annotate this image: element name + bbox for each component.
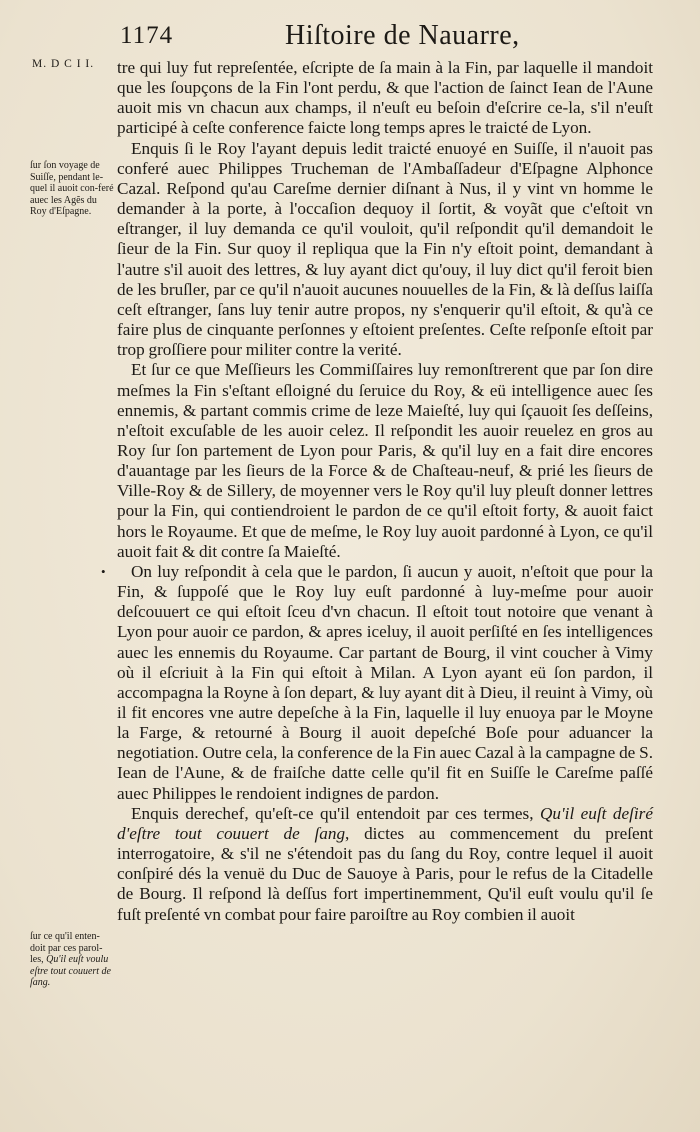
page-header [0, 20, 700, 60]
paragraph: tre qui luy fut repreſentée, eſcripte de ſa main à la Fin, par laquelle il mandoit que les ſoupçons de la Fin l'ont perdu, & que l'action de ſainct Iean de l'Aune auoit mis vn chacun aux champs, il n'euſt eu beſoin d'eſcrire ce-la, s'il n'euſt participé à ceſte conference faicte long temps apres le traicté de Lyon. [117, 58, 653, 138]
margin-note [30, 160, 114, 218]
margin-note-italic: Qu'il euſt voulu eſtre tout couuert de ſang. [30, 954, 111, 988]
margin-note-text: ſur ſon voyage de Suiſſe, pendant le-quel il auoit con-feré auec les Agẽs du Roy d'Eſpagne. [30, 160, 114, 217]
paragraph: • On luy reſpondit à cela que le pardon, ſi aucun y auoit, n'eſtoit que pour la Fin, & ſuppoſé que le Roy luy euſt pardonné à luy-meſme pour auoir deſcouuert ce qui eſtoit ſceu d'vn chacun. Il eſtoit tout notoire que venant à Lyon pour auoir ce pardon, & apres iceluy, il auoit perſiſté en ſes intelligences auec les ennemis du Royaume. Car partant de Bourg, il vint coucher à Vimy où il eſcriuit à la Fin qui eſtoit à Milan. A Lyon ayant eü ſon pardon, il accompagna la Royne à ſon depart, & luy ayant dit à Dieu, il reuint à Vimy, où il fit encores vne autre depeſche à la Fin, laquelle il luy enuoya par le Moyne la Farge, & retourné à Bourg il auoit depeſché Boſe pour aduancer la negotiation. Outre cela, la conference de la Fin auec Cazal à la campagne de S. Iean de l'Aune, & de fraiſche datte celle qu'il fit en Suiſſe le Careſme paſſé auec Philippes le rendoient indignes de pardon. [117, 562, 653, 804]
paragraph-text-after: , dictes au commencement du preſent interrogatoire, & s'il ne s'étendoit pas du ſang du Roy, contre lequel il auoit conſpiré dés la venuë du Duc de Sauoye à Paris, pour le refus de la Citadelle de Bourg. Il reſpond là deſſus fort impertinemment, Qu'il euſt voulu qu'il ſe fuſt preſenté vn combat pour faire paroiſtre au Roy combien il auoit [117, 823, 653, 924]
paragraph [117, 804, 653, 925]
year-marker: M. D C I I. [32, 58, 95, 70]
margin-note [30, 931, 114, 989]
paragraph: Et ſur ce que Meſſieurs les Commiſſaires luy remonſtrerent que par ſon dire meſmes la Fin s'eſtant eſloigné du ſeruice du Roy, & eü intelligence auec ſes ennemis, & partant commis crime de leze Maieſté, luy qui ſçauoit ſes deſſeins, n'eſtoit excuſable de les auoir celez. Il reſpondit les auoir reuelez en gros au Roy ſur ſon partement de Lyon pour Paris, & qu'il luy en a fait dire encores d'auantage par les ſieurs de la Force & de Chaſteau-neuf, & prié les ſieurs de Ville-Roy & de Sillery, de moyenner vers le Roy qu'il luy pleuſt donner lettres pour la Fin, qui contiendroient le pardon de ce qu'il eſtoit forty, & auoit faict hors le Royaume. Et que de meſme, le Roy luy auoit pardonné à Lyon, ce qu'il auoit fait & dit contre ſa Maieſté. [117, 360, 653, 561]
running-title: Hiſtoire de Nauarre, [285, 20, 520, 51]
paragraph: Enquis ſi le Roy l'ayant depuis ledit traicté enuoyé en Suiſſe, il n'auoit pas conferé auec Philippes Trucheman de l'Ambaſſadeur d'Eſpagne Alphonce Cazal. Reſpond qu'au Careſme dernier diſnant à Nus, il y vint vn homme le demander à la porte, à l'occaſion dequoy il ſortit, & voyãt que c'eſtoit vn eſtranger, il luy demanda ce qu'il vouloit, qu'il reſpondit qu'il demandoit le ſieur de la Fin. Sur quoy il repliqua que la Fin n'y eſtoit point, demandant à l'autre s'il auoit des lettres, & luy ayant dict qu'ouy, il luy dict qu'il feroit bien de les bruſler, par ce qu'il n'auoit aucunes nouuelles de la Fin, & là deſſus laiſſa ceſt eſtranger, ſans luy tenir autre propos, ny s'enquerir qu'il eſtoit, & qu'à ce faire plus de cinquante perſonnes y eſtoient preſentes. Ceſte reſponſe eſtoit par trop groſſiere pour militer contre la verité. [117, 138, 653, 360]
paragraph-italic: Qu'il euſt deſiré d'eſtre tout couuert de ſang [117, 803, 653, 843]
paragraph-text: Enquis derechef, qu'eſt-ce qu'il entendoit par ces termes, [131, 803, 540, 823]
main-text [117, 58, 653, 925]
page-number: 1174 [120, 22, 174, 49]
margin-note-text: ſur ce qu'il enten-doit par ces parol-les, [30, 931, 103, 965]
